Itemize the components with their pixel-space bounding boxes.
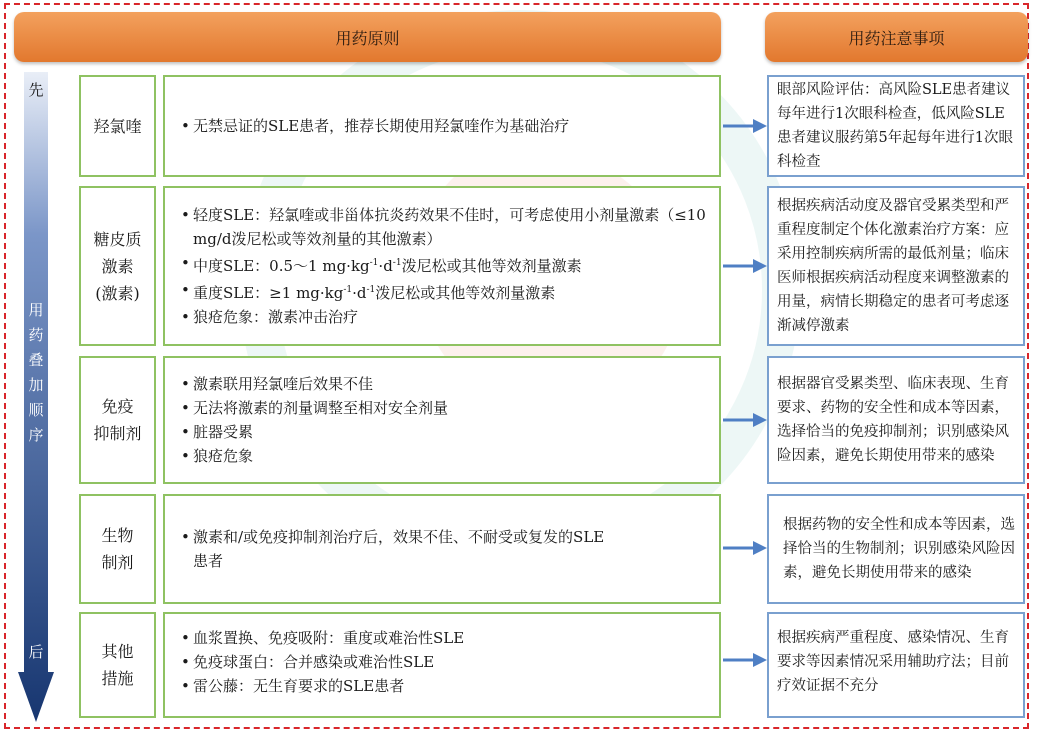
list-item: • 重度SLE：≥1 $mg\cdot kg^{-1}\cdot d^{-1}$泼尼松或其他等效剂量激素 <box>183 278 707 305</box>
list-item: • 无法将激素的剂量调整至相对安全剂量 <box>183 396 707 420</box>
list-item: • 轻度SLE：羟氯喹或非甾体抗炎药效果不佳时，可考虑使用小剂量激素（≤10 mg/d泼尼松或等效剂量的其他激素） <box>183 203 707 251</box>
sequence-first-label: 先 <box>28 81 44 99</box>
list-item: • 中度SLE：0.5～1 $mg\cdot kg^{-1}\cdot d^{-1}$泼尼松或其他等效剂量激素 <box>183 251 707 278</box>
list-item: • 血浆置换、免疫吸附：重度或难治性SLE <box>183 626 707 650</box>
row-label-hydroxychloroquine: 羟氯喹 <box>79 75 156 177</box>
row-principles-glucocorticoids <box>163 186 721 346</box>
connector-arrow <box>723 258 767 274</box>
header-principles: 用药原则 <box>14 12 721 62</box>
note-immunosuppressants: 根据器官受累类型、临床表现、生育要求、药物的安全性和成本等因素，选择恰当的免疫抑制剂；识别感染风险因素，避免长期使用带来的感染 <box>767 356 1025 484</box>
row-label-biologics: 生物 制剂 <box>79 494 156 604</box>
list-item: • 激素和/或免疫抑制剂治疗后，效果不佳、不耐受或复发的SLE患者 <box>183 525 613 573</box>
row-principles-other-measures <box>163 612 721 718</box>
list-item: • 狼疮危象 <box>183 444 707 468</box>
list-item: • 雷公藤：无生育要求的SLE患者 <box>183 674 707 698</box>
row-principles-immunosuppressants <box>163 356 721 484</box>
connector-arrow <box>723 652 767 668</box>
note-glucocorticoids: 根据疾病活动度及器官受累类型和严重程度制定个体化激素治疗方案：应采用控制疾病所需的最低剂量；临床医师根据疾病活动程度来调整激素的用量，病情长期稳定的患者可考虑逐渐减停激素 <box>767 186 1025 346</box>
row-label-glucocorticoids: 糖皮质 激素 (激素) <box>79 186 156 346</box>
row-label-immunosuppressants: 免疫 抑制剂 <box>79 356 156 484</box>
list-item: • 脏器受累 <box>183 420 707 444</box>
connector-arrow <box>723 412 767 428</box>
sequence-last-label: 后 <box>28 643 44 661</box>
connector-arrow <box>723 540 767 556</box>
list-item: • 激素联用羟氯喹后效果不佳 <box>183 372 707 396</box>
row-label-other-measures: 其他 措施 <box>79 612 156 718</box>
note-biologics: 根据药物的安全性和成本等因素，选择恰当的生物制剂；识别感染风险因素，避免长期使用带来的感染 <box>767 494 1025 604</box>
list-item: • 免疫球蛋白：合并感染或难治性SLE <box>183 650 707 674</box>
connector-arrow <box>723 118 767 134</box>
list-item: • 狼疮危象：激素冲击治疗 <box>183 305 707 329</box>
note-other-measures: 根据疾病严重程度、感染情况、生育要求等因素情况采用辅助疗法；目前疗效证据不充分 <box>767 612 1025 718</box>
list-item: • 无禁忌证的SLE患者，推荐长期使用羟氯喹作为基础治疗 <box>183 114 707 138</box>
row-principles-hydroxychloroquine <box>163 75 721 177</box>
header-notes: 用药注意事项 <box>765 12 1028 62</box>
sequence-middle-label: 用 药 叠 加 顺 序 <box>28 301 44 444</box>
row-principles-biologics <box>163 494 721 604</box>
note-hydroxychloroquine: 眼部风险评估：高风险SLE患者建议每年进行1次眼科检查，低风险SLE患者建议服药第5年起每年进行1次眼科检查 <box>767 75 1025 177</box>
